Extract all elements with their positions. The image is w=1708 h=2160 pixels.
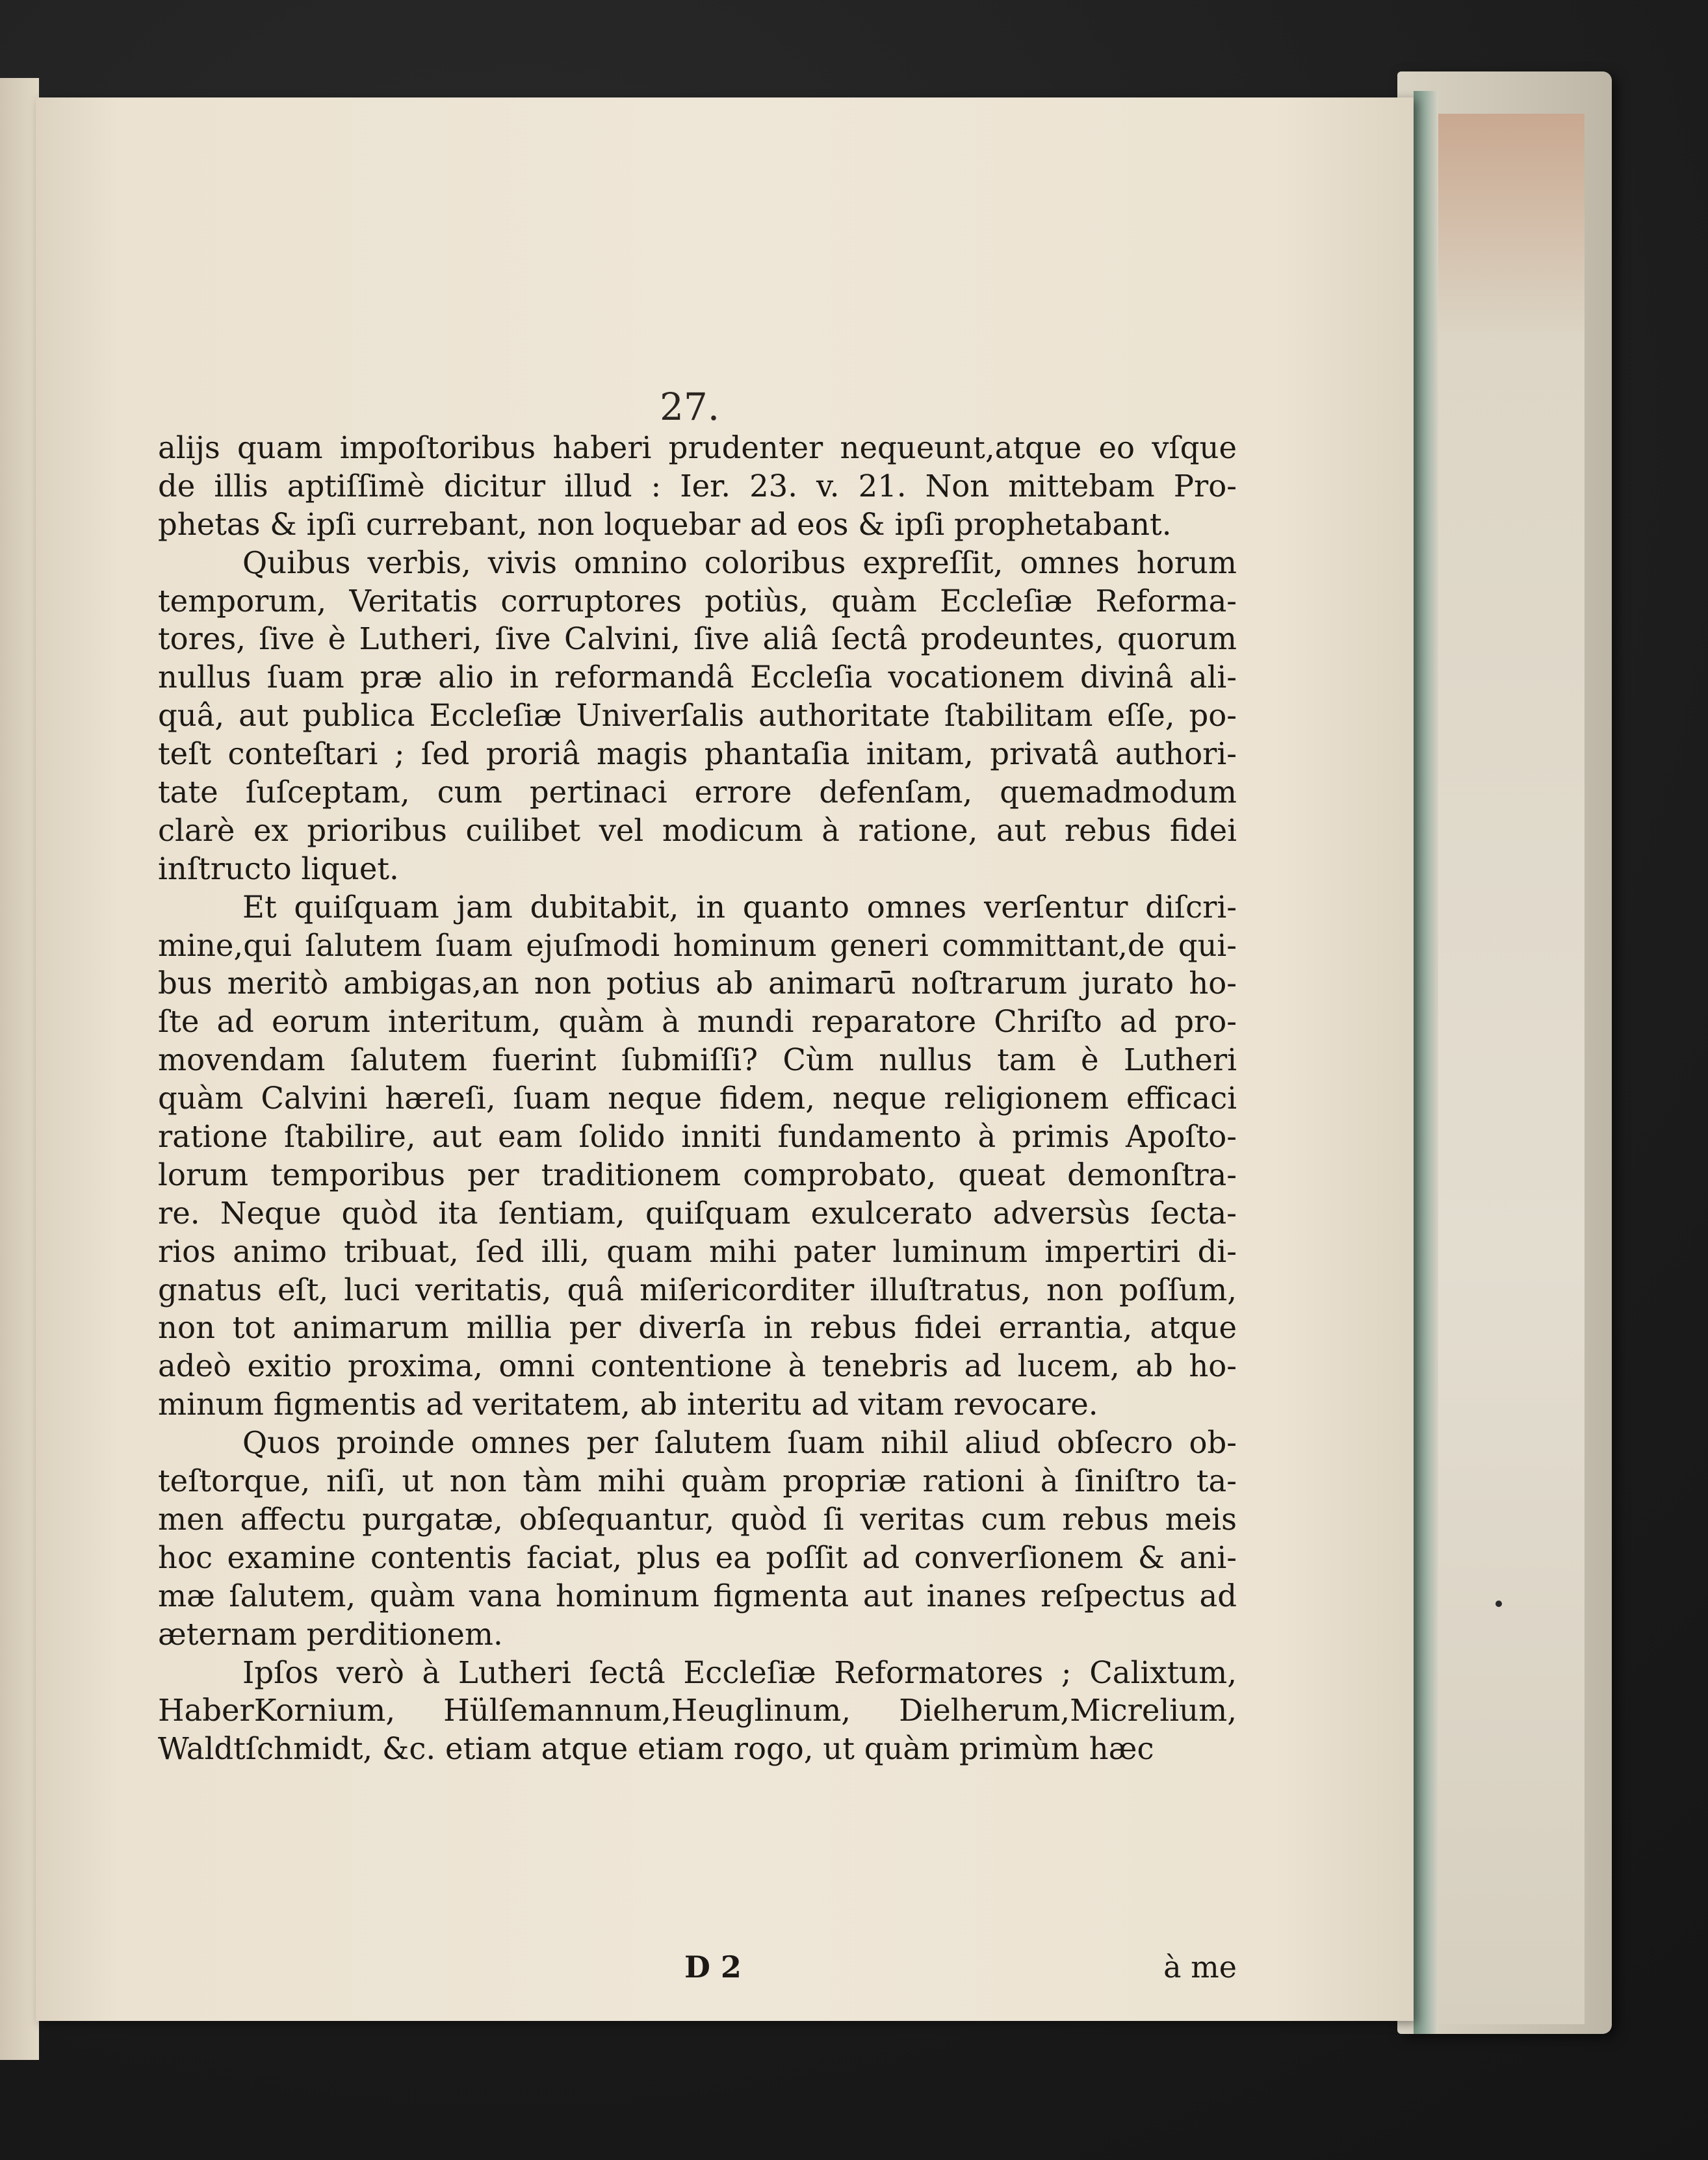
page-number: 27. (660, 385, 720, 429)
text-line: quâ, aut publica Eccleſiæ Univerſalis authoritate ſtabilitam eſſe, po- (158, 698, 1237, 734)
text-line: non tot animarum millia per diverſa in rebus fidei errantia, atque (158, 1310, 1237, 1346)
text-line: mæ ſalutem, quàm vana hominum figmenta aut inanes reſpectus ad (158, 1578, 1237, 1614)
text-line: phetas & ipſi currebant, non loquebar ad eos & ipſi prophetabant. (158, 506, 1172, 542)
text-line: alijs quam impoſtoribus haberi prudenter nequeunt,atque eo vſque (158, 430, 1237, 465)
stray-mark (1495, 1601, 1502, 1607)
text-line: HaberKornium, Hülſemannum,Heuglinum, Dielherum,Micrelium, (158, 1693, 1237, 1729)
text-line: movendam ſalutem fuerint ſubmiſſi? Cùm nullus tam è Lutheri (158, 1042, 1237, 1078)
text-line: mine,qui ſalutem ſuam ejuſmodi hominum generi committant,de qui- (158, 927, 1237, 963)
text-line: gnatus eſt, luci veritatis, quâ miſericorditer illuſtratus, non poſſum, (158, 1272, 1237, 1307)
text-line: rios animo tribuat, ſed illi, quam mihi pater luminum impertiri di- (158, 1233, 1237, 1269)
catchword: à me (1163, 1949, 1237, 1985)
page-text-block (158, 429, 1237, 1768)
facing-page-edge (0, 78, 39, 2060)
text-line: tores, ſive è Lutheri, ſive Calvini, ſive aliâ ſectâ prodeuntes, quorum (158, 621, 1237, 657)
text-line: adeò exitio proxima, omni contentione à tenebris ad lucem, ab ho- (158, 1348, 1237, 1384)
page-stack-edge (1414, 91, 1438, 2034)
text-line: nullus ſuam præ alio in reformandâ Eccleſia vocationem divinâ ali- (158, 660, 1237, 695)
text-line: hoc examine contentis faciat, plus ea poſſit ad converſionem & ani- (158, 1539, 1237, 1575)
text-line: temporum, Veritatis corruptores potiùs, quàm Eccleſiæ Reforma- (158, 583, 1237, 619)
text-line: inſtructo liquet. (158, 851, 399, 886)
book-page (36, 97, 1414, 2021)
text-line: bus meritò ambigas,an non potius ab animarū noſtrarum jurato ho- (158, 966, 1237, 1001)
text-line: minum figmentis ad veritatem, ab interitu ad vitam revocare. (158, 1387, 1098, 1422)
book-cover-inner-edge (1433, 114, 1585, 2024)
text-line: ſte ad eorum interitum, quàm à mundi reparatore Chriſto ad pro- (158, 1004, 1237, 1040)
signature-mark: D 2 (684, 1949, 742, 1985)
text-line: teſtorque, niſi, ut non tàm mihi quàm propriæ rationi à ſiniſtro ta- (158, 1463, 1237, 1499)
text-line: tate ſuſceptam, cum pertinaci errore defenſam, quemadmodum (158, 775, 1237, 810)
text-line: Ipſos verò à Lutheri ſectâ Eccleſiæ Reformatores ; Calixtum, (242, 1654, 1237, 1690)
text-line: re. Neque quòd ita ſentiam, quiſquam exulcerato adversùs ſecta- (158, 1195, 1237, 1231)
text-line: ratione ſtabilire, aut eam ſolido inniti fundamento à primis Apoſto- (158, 1119, 1237, 1155)
paragraph (158, 544, 1237, 888)
paragraph (158, 1654, 1237, 1769)
text-line: Quos proinde omnes per ſalutem ſuam nihil aliud obſecro ob- (242, 1425, 1237, 1461)
paragraph (158, 429, 1237, 544)
text-line: Et quiſquam jam dubitabit, in quanto omnes verſentur diſcri- (242, 889, 1237, 925)
paragraph (158, 888, 1237, 1424)
text-line: men affectu purgatæ, obſequantur, quòd ſi veritas cum rebus meis (158, 1501, 1237, 1537)
text-line: Quibus verbis, vivis omnino coloribus expreſſit, omnes horum (242, 545, 1237, 580)
text-line: teſt conteſtari ; ſed proriâ magis phantaſia initam, privatâ authori- (158, 736, 1237, 772)
text-line: de illis aptiſſimè dicitur illud : Ier. 23. v. 21. Non mittebam Pro- (158, 468, 1237, 504)
page-footer (158, 1949, 1237, 1988)
paragraph (158, 1424, 1237, 1653)
text-line: æternam perditionem. (158, 1616, 503, 1652)
text-line: Waldtſchmidt, &c. etiam atque etiam rogo, ut quàm primùm hæc (158, 1731, 1154, 1767)
text-line: quàm Calvini hæreſi, ſuam neque fidem, neque religionem efficaci (158, 1081, 1237, 1116)
text-line: clarè ex prioribus cuilibet vel modicum à ratione, aut rebus fidei (158, 812, 1237, 848)
text-line: lorum temporibus per traditionem comprobato, queat demonſtra- (158, 1157, 1237, 1192)
